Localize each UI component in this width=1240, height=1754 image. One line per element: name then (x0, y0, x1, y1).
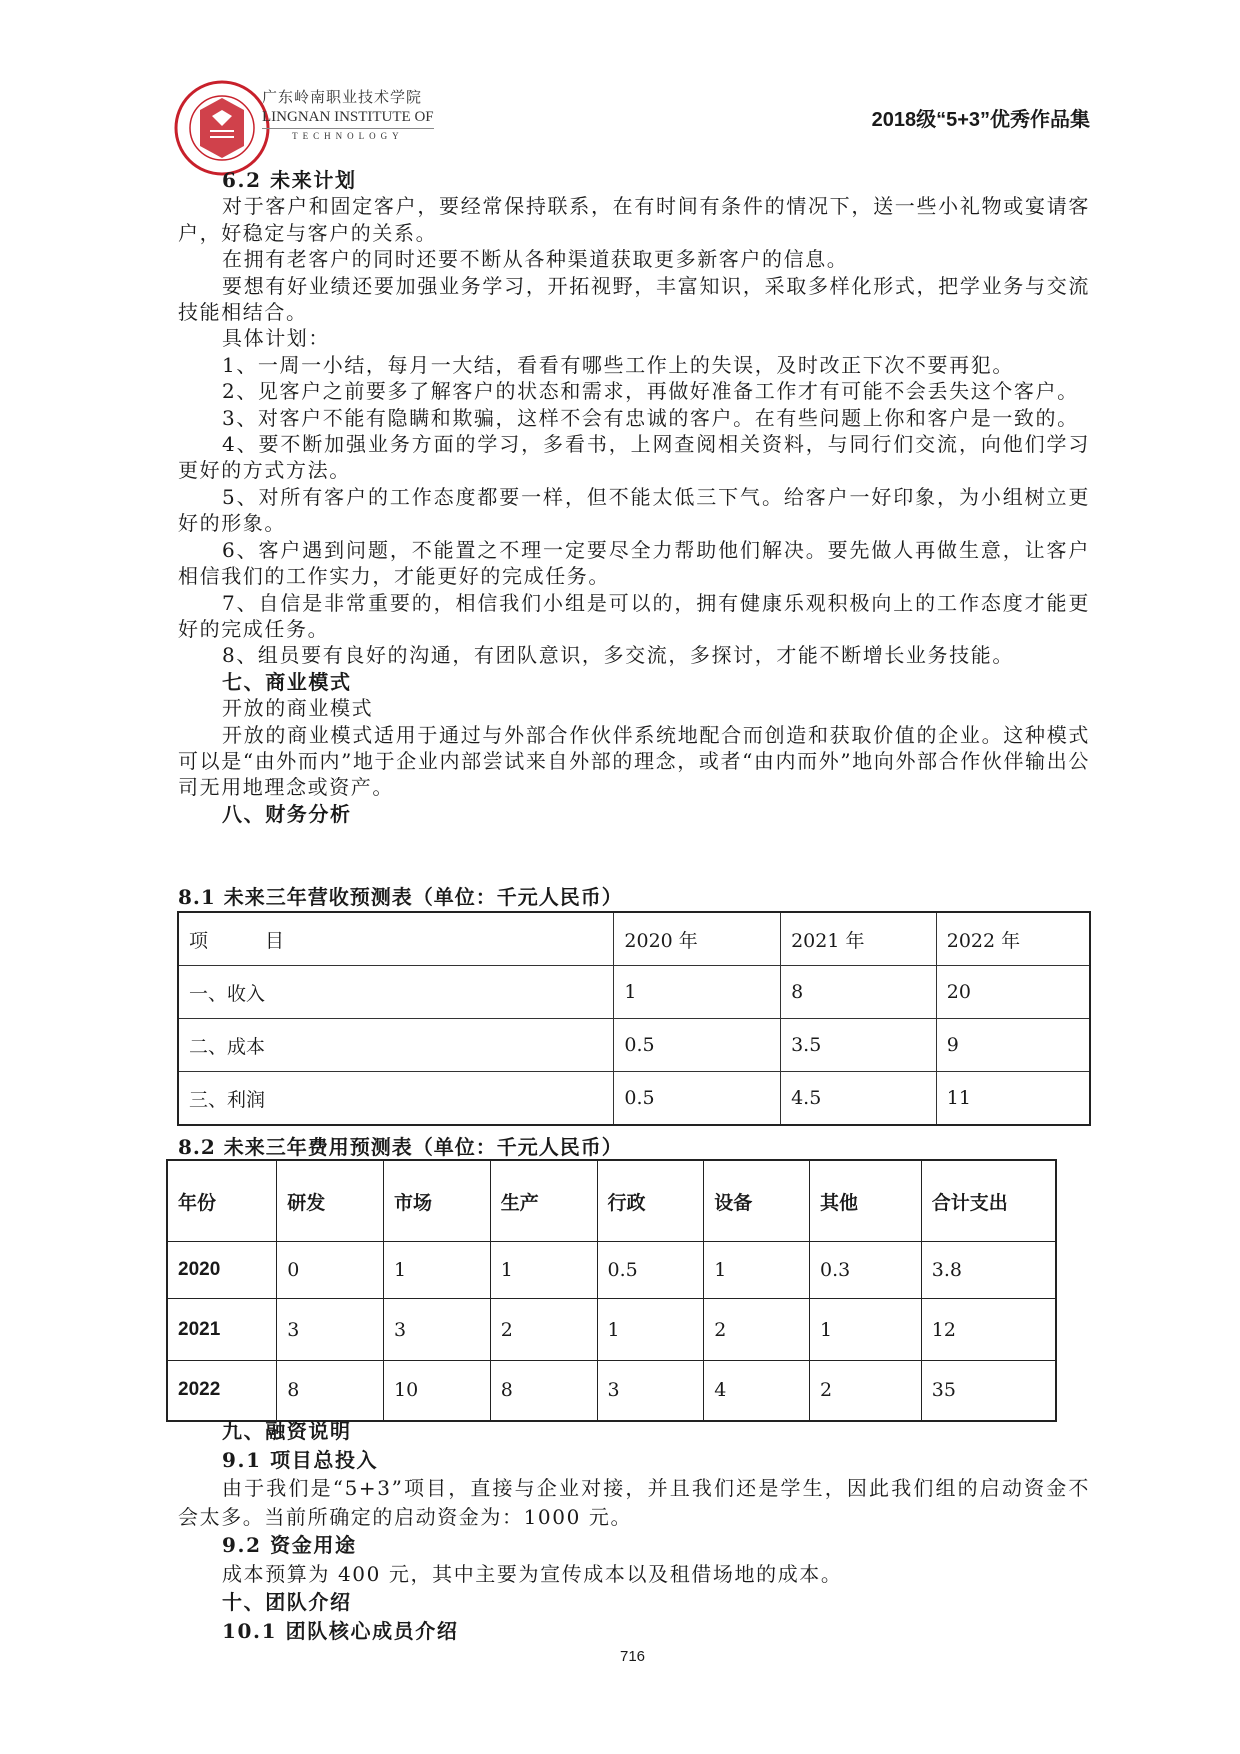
table2-title: 8.2 未来三年费用预测表（单位：千元人民币） (178, 1135, 623, 1159)
table-header: 2022 年 (936, 912, 1090, 966)
table-header: 年份 (167, 1160, 277, 1242)
table-row (178, 1019, 1090, 1072)
table-header: 2021 年 (781, 912, 937, 966)
table-cell: 3.8 (921, 1242, 1056, 1299)
paragraph: 具体计划： (222, 326, 330, 351)
table-cell: 1 (614, 966, 781, 1019)
table-header: 2020 年 (614, 912, 781, 966)
heading-10-1: 10.1 团队核心成员介绍 (222, 1618, 459, 1643)
table-cell: 8 (781, 966, 937, 1019)
table-cell: 1 (384, 1242, 491, 1299)
table-header: 合计支出 (921, 1160, 1056, 1242)
list-item: 7、自信是非常重要的，相信我们小组是可以的，拥有健康乐观积极向上的工作态度才能更好的完成任务。 (178, 590, 1090, 641)
subheading: 开放的商业模式 (222, 696, 374, 721)
table-cell: 2 (704, 1299, 810, 1361)
table-header-row (167, 1160, 1056, 1242)
table-row (178, 966, 1090, 1019)
table-cell: 0 (277, 1242, 384, 1299)
table-row (178, 1072, 1090, 1126)
document-title: 2018级“5+3”优秀作品集 (871, 109, 1090, 131)
table-cell: 8 (277, 1361, 384, 1421)
table-cell: 1 (490, 1242, 597, 1299)
heading-6-2: 6.2 未来计划 (222, 168, 357, 192)
table-cell: 0.5 (614, 1072, 781, 1126)
table-cell: 3.5 (781, 1019, 937, 1072)
list-item: 4、要不断加强业务方面的学习，多看书，上网查阅相关资料，与同行们交流，向他们学习更好的方式方法。 (178, 432, 1090, 483)
table-cell: 3 (277, 1299, 384, 1361)
heading-7: 七、商业模式 (222, 669, 352, 694)
table-header: 行政 (597, 1160, 704, 1242)
expense-forecast-table (166, 1159, 1057, 1422)
table-cell: 2021 (167, 1299, 277, 1361)
table-cell: 8 (490, 1361, 597, 1421)
table-cell: 1 (597, 1299, 704, 1361)
heading-9-1: 9.1 项目总投入 (222, 1447, 379, 1472)
paragraph: 对于客户和固定客户，要经常保持联系，在有时间有条件的情况下，送一些小礼物或宴请客户，好稳定与客户的关系。 (178, 194, 1090, 245)
table-cell: 3 (597, 1361, 704, 1421)
table-header: 其他 (810, 1160, 922, 1242)
table-header: 设备 (704, 1160, 810, 1242)
table-cell: 2022 (167, 1361, 277, 1421)
body-section-2 (178, 1417, 1090, 1645)
paragraph: 开放的商业模式适用于通过与外部合作伙伴系统地配合而创造和获取价值的企业。这种模式可以是“由外而内”地于企业内部尝试来自外部的理念，或者“由内而外”地向外部合作伙伴输出公司无用地理念或资产。 (178, 722, 1090, 800)
school-name-cn: 广东岭南职业技术学院 (262, 89, 423, 106)
table-cell: 0.5 (614, 1019, 781, 1072)
table-cell: 20 (936, 966, 1090, 1019)
list-item: 8、组员要有良好的沟通，有团队意识，多交流，多探讨，才能不断增长业务技能。 (222, 643, 1014, 668)
table-cell: 11 (936, 1072, 1090, 1126)
body-section-1 (178, 167, 1090, 827)
paragraph: 成本预算为 400 元，其中主要为宣传成本以及租借场地的成本。 (222, 1561, 843, 1586)
heading-9: 九、融资说明 (222, 1419, 352, 1443)
paragraph: 由于我们是“5+3”项目，直接与企业对接，并且我们还是学生，因此我们组的启动资金不会太多。当前所确定的启动资金为：1000 元。 (178, 1476, 1090, 1529)
list-item: 6、客户遇到问题，不能置之不理一定要尽全力帮助他们解决。要先做人再做生意，让客户相信我们的工作实力，才能更好的完成任务。 (178, 537, 1090, 589)
school-name-en: LINGNAN INSTITUTE OF (262, 109, 434, 129)
school-name (262, 86, 434, 141)
table-cell: 三、利润 (178, 1072, 614, 1126)
table-cell: 4.5 (781, 1072, 937, 1126)
school-logo (174, 80, 270, 176)
table-cell: 0.5 (597, 1242, 704, 1299)
page-number: 716 (620, 1648, 646, 1665)
heading-8: 八、财务分析 (222, 801, 352, 826)
table-header: 生产 (490, 1160, 597, 1242)
table-row (167, 1299, 1056, 1361)
list-item: 5、对所有客户的工作态度都要一样，但不能太低三下气。给客户一好印象，为小组树立更好的形象。 (178, 484, 1090, 536)
table-cell: 1 (704, 1242, 810, 1299)
table-cell: 2 (490, 1299, 597, 1361)
table-row (167, 1361, 1056, 1421)
table-cell: 9 (936, 1019, 1090, 1072)
table-cell: 3 (384, 1299, 491, 1361)
table-cell: 35 (921, 1361, 1056, 1421)
revenue-forecast-table (177, 911, 1091, 1126)
table-cell: 4 (704, 1361, 810, 1421)
table-cell: 二、成本 (178, 1019, 614, 1072)
table-cell: 1 (810, 1299, 922, 1361)
list-item: 3、对客户不能有隐瞒和欺骗，这样不会有忠诚的客户。在有些问题上你和客户是一致的。 (222, 405, 1079, 430)
paragraph: 要想有好业绩还要加强业务学习，开拓视野，丰富知识，采取多样化形式，把学业务与交流技能相结合。 (178, 273, 1090, 325)
table1-title: 8.1 未来三年营收预测表（单位：千元人民币） (178, 885, 623, 909)
table-cell: 一、收入 (178, 966, 614, 1019)
table-cell: 2 (810, 1361, 922, 1421)
table-header: 研发 (277, 1160, 384, 1242)
table-cell: 12 (921, 1299, 1056, 1361)
list-item: 1、一周一小结，每月一大结，看看有哪些工作上的失误，及时改正下次不要再犯。 (222, 352, 1014, 377)
table-header: 项 目 (178, 912, 614, 966)
heading-10: 十、团队介绍 (222, 1590, 352, 1614)
paragraph: 在拥有老客户的同时还要不断从各种渠道获取更多新客户的信息。 (222, 247, 849, 272)
school-name-en2: TECHNOLOGY (292, 131, 404, 141)
table-row (167, 1242, 1056, 1299)
table-cell: 10 (384, 1361, 491, 1421)
table-cell: 0.3 (810, 1242, 922, 1299)
table-cell: 2020 (167, 1242, 277, 1299)
list-item: 2、见客户之前要多了解客户的状态和需求，再做好准备工作才有可能不会丢失这个客户。 (222, 379, 1079, 404)
table-header-row (178, 912, 1090, 966)
heading-9-2: 9.2 资金用途 (222, 1533, 357, 1557)
table-header: 市场 (384, 1160, 491, 1242)
